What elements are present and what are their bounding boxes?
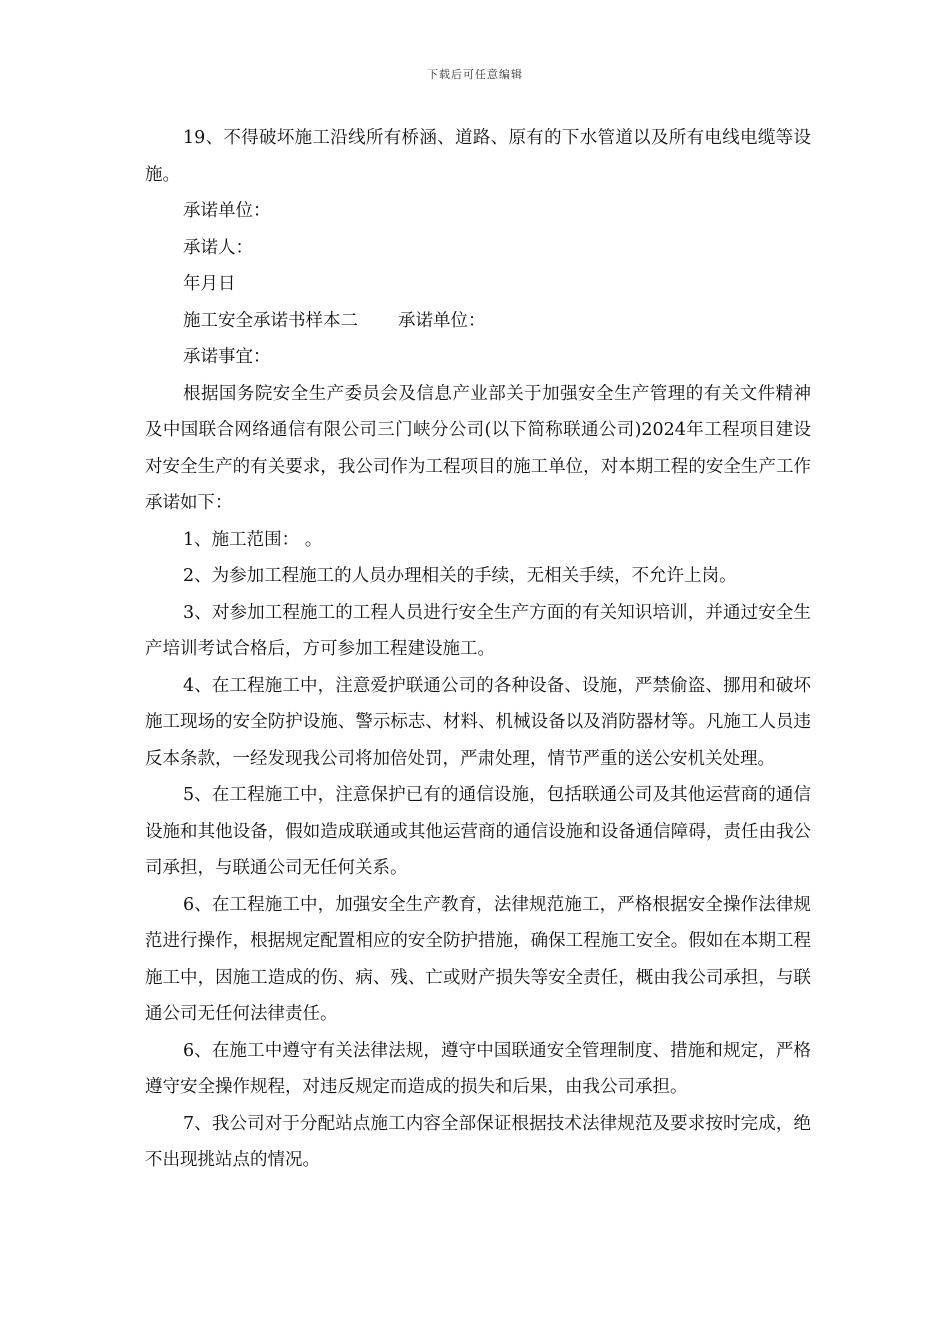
paragraph-item-5: 5、在工程施工中，注意保护已有的通信设施，包括联通公司及其他运营商的通信设施和其他设备，假如造成联通或其他运营商的通信设施和设备通信障碍，责任由我公司承担，与联通公司无任何关系。: [145, 785, 811, 878]
paragraph-item-7: 7、我公司对于分配站点施工内容全部保证根据技术法律规范及要求按时完成，绝不出现挑站点的情况。: [145, 1113, 811, 1170]
paragraph-item-3: 3、对参加工程施工的工程人员进行安全生产方面的有关知识培训，并通过安全生产培训考试合格后，方可参加工程建设施工。: [145, 602, 811, 659]
sample2-unit-label: 承诺单位：: [398, 310, 486, 331]
pledge-matters-line: 承诺事宜：: [183, 347, 271, 367]
paragraph-item-6a: 6、在工程施工中，加强安全生产教育，法律规范施工，严格根据安全操作法律规范进行操作，根据规定配置相应的安全防护措施，确保工程施工安全。假如在本期工程施工中，因施工造成的伤、病、残、亡或财产损失等安全责任，概由我公司承担，与联通公司无任何法律责任。: [145, 894, 811, 1024]
page-header: 下载后可任意编辑: [427, 68, 523, 81]
document-body: [145, 120, 811, 1179]
paragraph-item-1: 1、施工范围： 。: [183, 529, 323, 550]
date-line: 年月日: [183, 274, 236, 294]
paragraph-item-4: 4、在工程施工中，注意爱护联通公司的各种设备、设施，严禁偷盗、挪用和破坏施工现场的安全防护设施、警示标志、材料、机械设备以及消防器材等。凡施工人员违反本条款，一经发现我公司将加倍处罚，严肃处理，情节严重的送公安机关处理。: [145, 675, 811, 769]
paragraph-item-19: 19、不得破坏施工沿线所有桥涵、道路、原有的下水管道以及所有电线电缆等设施。: [145, 128, 811, 185]
sample2-heading-line: [145, 303, 811, 340]
paragraph-item-2: 2、为参加工程施工的人员办理相关的手续，无相关手续，不允许上岗。: [183, 566, 737, 586]
pledger-unit-line: 承诺单位：: [183, 201, 271, 221]
paragraph-intro: 根据国务院安全生产委员会及信息产业部关于加强安全生产管理的有关文件精神及中国联合网络通信有限公司三门峡分公司(以下简称联通公司)2024年工程项目建设对安全生产的有关要求，我公司作为工程项目的施工单位，对本期工程的安全生产工作承诺如下：: [145, 383, 811, 513]
pledger-person-line: 承诺人：: [183, 237, 253, 258]
sample2-title: 施工安全承诺书样本二: [183, 310, 358, 331]
paragraph-item-6b: 6、在施工中遵守有关法律法规，遵守中国联通安全管理制度、措施和规定，严格遵守安全操作规程，对违反规定而造成的损失和后果，由我公司承担。: [145, 1040, 811, 1097]
